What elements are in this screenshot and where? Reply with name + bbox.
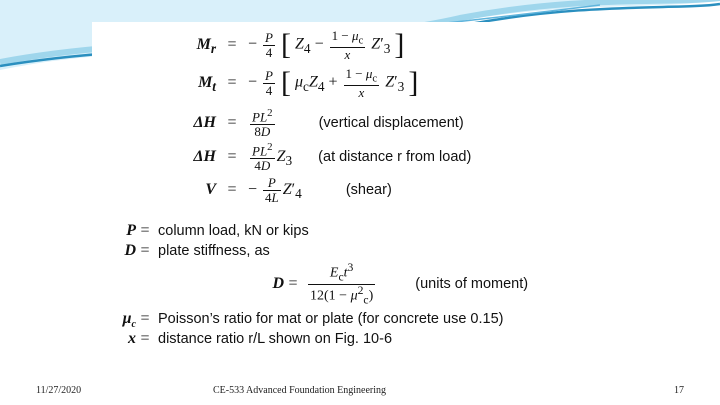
equation-note: (at distance r from load) <box>318 148 472 165</box>
footer-course: CE-533 Advanced Foundation Engineering <box>213 385 387 396</box>
definition-d: D = plate stiffness, as <box>124 242 270 259</box>
equation-shear: V = − $\frac{P}{4L}$ $Z'_4$ (shear) <box>205 175 392 205</box>
footer-page-number: 17 <box>674 385 684 396</box>
definition-p: P = column load, kN or kips <box>126 222 309 239</box>
definition-mu: $\mu_c$ = Poisson’s ratio for mat or plate (for concrete use 0.15) <box>122 310 504 331</box>
equation-note: (units of moment) <box>415 275 529 292</box>
equation-note: (shear) <box>345 181 392 198</box>
equation-mr: $M_r$ = − $\frac{P}{4}$ [ $Z_4$ − $\frac{1 - \mu_c}{x}$ $Z'_3$ ] <box>182 28 404 62</box>
footer-date: 11/27/2020 <box>36 385 82 396</box>
equation-stiffness: D = $\frac{E_ct^3}{12(1 - \mu^2_c)}$ (units of moment) <box>272 261 529 307</box>
equation-mt: $M_t$ = − $\frac{P}{4}$ [ $\mu_cZ_4$ + $\frac{1 - \mu_c}{x}$ $Z'_3$ ] <box>198 65 419 100</box>
formula-image <box>92 22 576 374</box>
equation-lhs: $M_r$ <box>196 35 216 56</box>
equation-dh-distance: ΔH = $\frac{PL^2}{4D}$ $Z_3$ (at distance r from load) <box>193 141 472 173</box>
equation-dh-vertical: ΔH = $\frac{PL^2}{8D}$ (vertical displacement) <box>193 107 464 139</box>
definition-x: x = distance ratio r/L shown on Fig. 10-6 <box>128 330 393 347</box>
equation-note: (vertical displacement) <box>318 114 464 131</box>
